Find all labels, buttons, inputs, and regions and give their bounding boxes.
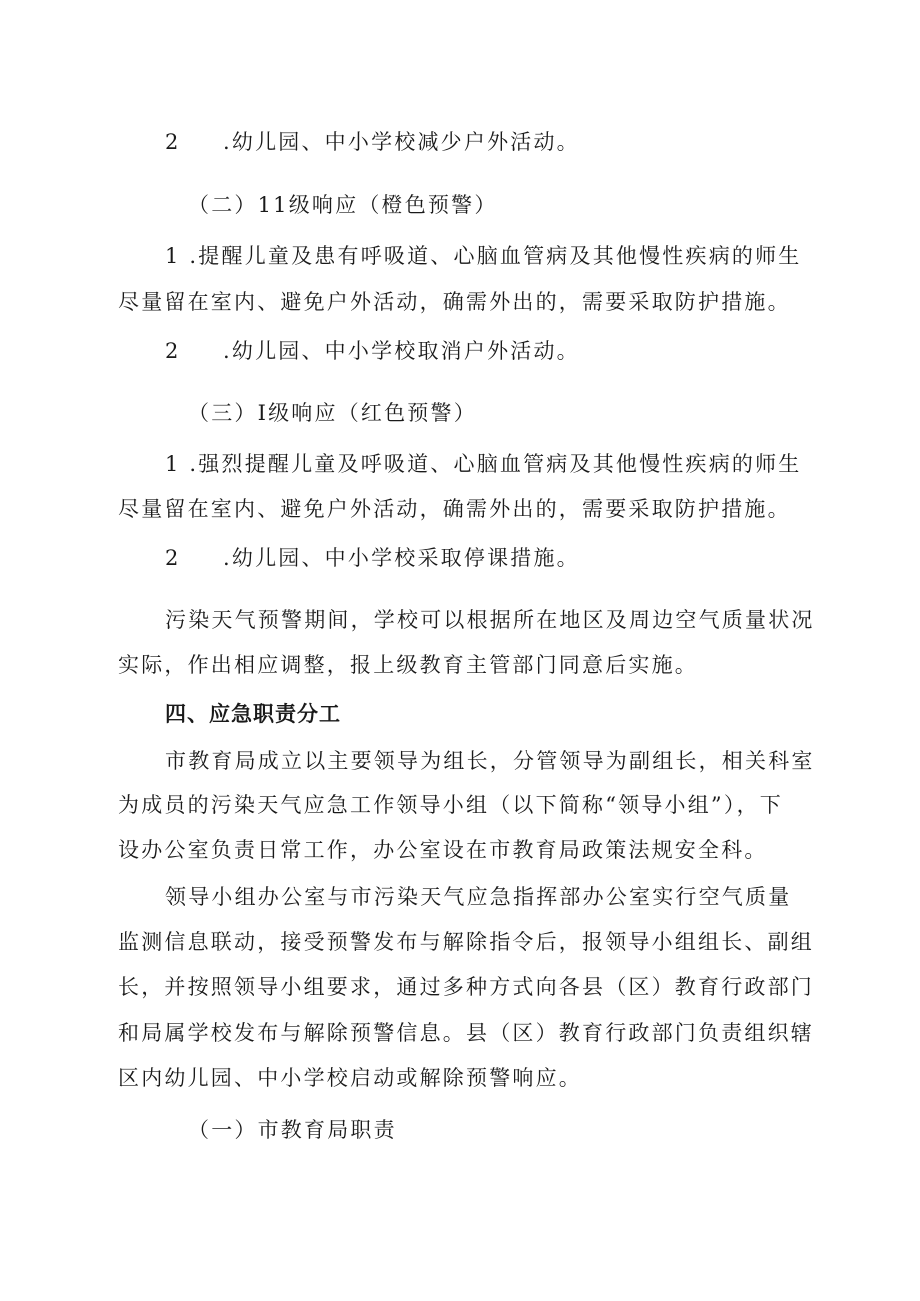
paragraph-line: 污染天气预警期间，学校可以根据所在地区及周边空气质量状况 — [165, 608, 815, 632]
list-number: 2 — [165, 130, 181, 154]
paragraph-line: 为成员的污染天气应急工作领导小组（以下简称“领导小组”），下 — [118, 793, 783, 817]
list-number: 2 — [165, 546, 181, 570]
subsection-heading: （一）市教育局职责 — [188, 1118, 397, 1142]
section-heading-level-1: （三）I级响应（红色预警） — [188, 401, 477, 425]
paragraph-line: 设办公室负责日常工作，办公室设在市教育局政策法规安全科。 — [118, 838, 768, 862]
list-text: .幼儿园、中小学校采取停课措施。 — [223, 546, 580, 570]
list-item-2 — [165, 543, 580, 573]
paragraph-line: 市教育局成立以主要领导为组长，分管领导为副组长，相关科室 — [165, 749, 815, 773]
list-text: .幼儿园、中小学校取消户外活动。 — [223, 339, 580, 363]
paragraph-line: 尽量留在室内、避免户外活动，确需外出的，需要采取防护措施。 — [118, 290, 791, 314]
list-text: .幼儿园、中小学校减少户外活动。 — [223, 130, 580, 154]
list-number: 2 — [165, 339, 181, 363]
list-item-2 — [165, 336, 580, 366]
paragraph-line: 和局属学校发布与解除预警信息。县（区）教育行政部门负责组织辖 — [118, 1021, 814, 1045]
paragraph-line: 1 .强烈提醒儿童及呼吸道、心脑血管病及其他慢性疾病的师生 — [165, 452, 802, 476]
paragraph-line: 实际，作出相应调整，报上级教育主管部门同意后实施。 — [118, 653, 698, 677]
section-heading: 四、应急职责分工 — [165, 702, 341, 726]
list-item-2 — [165, 127, 580, 157]
section-heading-level-2: （二）11级响应（橙色预警） — [188, 193, 498, 217]
paragraph-line: 监测信息联动，接受预警发布与解除指令后，报领导小组组长、副组 — [118, 930, 814, 954]
paragraph-line: 区内幼儿园、中小学校启动或解除预警响应。 — [118, 1066, 582, 1090]
paragraph-line: 1 .提醒儿童及患有呼吸道、心脑血管病及其他慢性疾病的师生 — [165, 244, 802, 268]
paragraph-line: 领导小组办公室与市污染天气应急指挥部办公室实行空气质量 — [165, 885, 792, 909]
paragraph-line: 尽量留在室内、避免户外活动，确需外出的，需要采取防护措施。 — [118, 497, 791, 521]
paragraph-line: 长，并按照领导小组要求，通过多种方式向各县（区）教育行政部门 — [118, 975, 814, 999]
